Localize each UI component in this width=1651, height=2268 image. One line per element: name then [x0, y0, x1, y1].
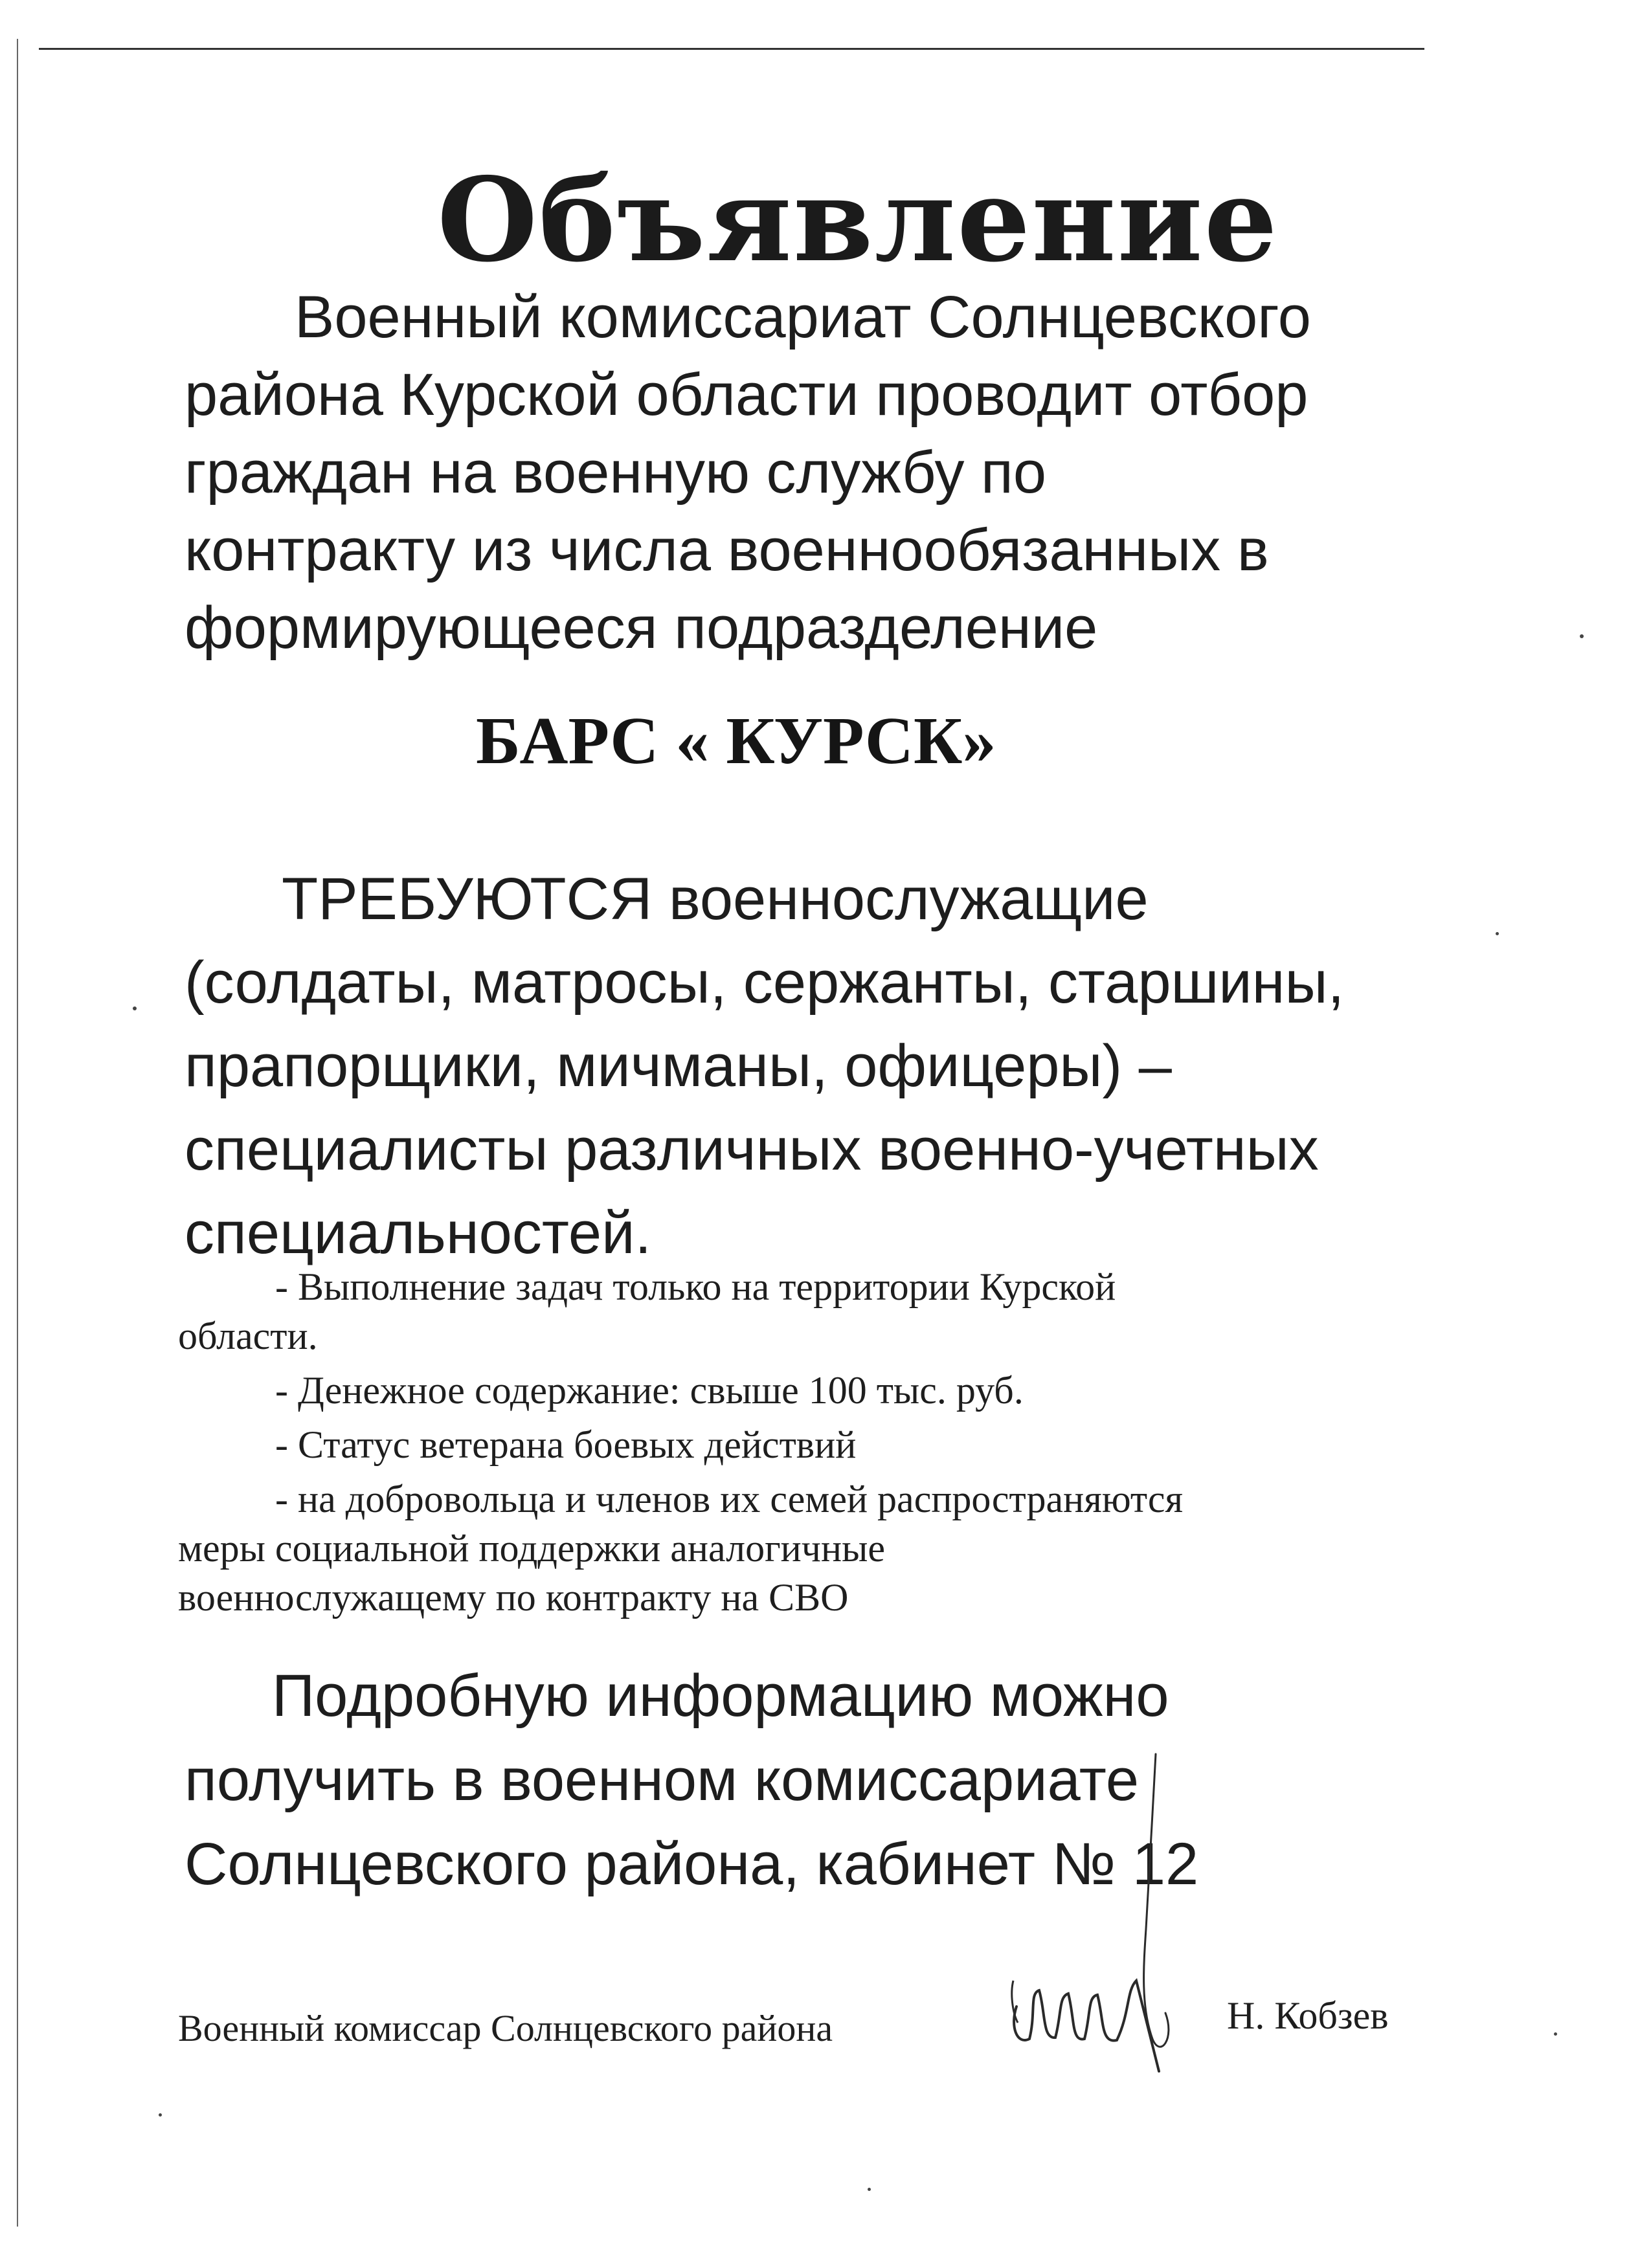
signatory-name: Н. Кобзев [1227, 1994, 1389, 2037]
intro-line: контракту из числа военнообязанных в [185, 517, 1269, 583]
requirements-line: (солдаты, матросы, сержанты, старшины, [185, 950, 1345, 1016]
list-item-continuation: области. [178, 1315, 318, 1357]
list-item: - на добровольца и членов их семей распространяются [275, 1478, 1184, 1520]
scan-speck [133, 1006, 137, 1010]
requirements-line: ТРЕБУЮТСЯ военнослужащие [282, 866, 1149, 932]
requirements-line: прапорщики, мичманы, офицеры) – [185, 1033, 1172, 1099]
intro-line: формирующееся подразделение [185, 595, 1098, 661]
contact-line: Подробную информацию можно [272, 1663, 1169, 1729]
list-item: - Выполнение задач только на территории Курской [275, 1265, 1116, 1308]
contact-line: Солнцевского района, кабинет № 12 [185, 1831, 1199, 1897]
list-item-continuation: меры социальной поддержки аналогичные [178, 1527, 886, 1570]
scan-speck [1496, 932, 1499, 935]
list-item: - Статус ветерана боевых действий [275, 1423, 857, 1466]
contact-line: получить в военном комиссариате [185, 1747, 1140, 1813]
scan-speck [159, 2113, 162, 2117]
scan-left-edge-line [17, 39, 18, 2227]
handwritten-signature [991, 1735, 1204, 2110]
scan-top-edge-line [39, 48, 1424, 50]
scan-speck [1554, 2032, 1557, 2036]
intro-line: района Курской области проводит отбор [185, 362, 1308, 428]
requirements-line: специалисты различных военно-учетных [185, 1117, 1319, 1183]
page-title [0, 152, 1651, 287]
intro-line: граждан на военную службу по [185, 439, 1047, 506]
scan-speck [1580, 634, 1584, 638]
list-item: - Денежное содержание: свыше 100 тыс. руб. [275, 1369, 1024, 1412]
unit-name: БАРС « КУРСК» [476, 704, 996, 778]
requirements-line: специальностей. [185, 1200, 652, 1266]
intro-line: Военный комиссариат Солнцевского [295, 284, 1311, 350]
list-item-continuation: военнослужащему по контракту на СВО [178, 1576, 849, 1619]
scan-speck [868, 2188, 871, 2191]
benefits-list [178, 1262, 1183, 1622]
signature-stroke [1014, 1981, 1159, 2071]
requirements-paragraph [185, 858, 1344, 1275]
signatory-title: Военный комиссар Солнцевского района [178, 2007, 833, 2049]
signature-start-stroke [1012, 1981, 1018, 2023]
page-title-text: Объявление [437, 152, 1279, 287]
intro-paragraph [185, 278, 1311, 667]
signature-tail-stroke [1144, 1754, 1169, 2047]
